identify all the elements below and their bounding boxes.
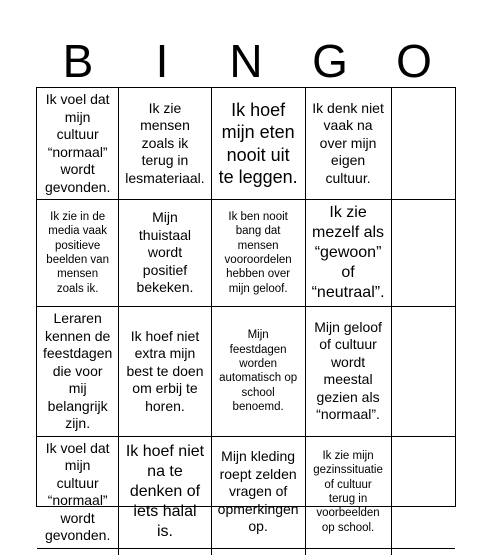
bingo-cell-r3c4[interactable] (306, 307, 392, 437)
bingo-cell-r5c2[interactable] (119, 549, 211, 555)
cell-text: Ik hoef mijn eten nooit uit te leggen. (218, 99, 298, 187)
bingo-cell-r5c3[interactable] (212, 549, 306, 555)
bingo-cell-r3c2[interactable] (119, 307, 211, 437)
header-letter-i: I (155, 35, 169, 87)
bingo-cell-r4c2[interactable] (119, 437, 211, 549)
bingo-cell-r1c2[interactable] (119, 88, 211, 200)
header-letter-b: B (62, 35, 94, 87)
bingo-cell-r2c5[interactable] (392, 200, 455, 307)
cell-text: Mijn thuistaal wordt positief bekeken. (136, 209, 194, 296)
bingo-cell-r5c1[interactable] (37, 549, 119, 555)
bingo-cell-r2c4[interactable] (306, 200, 392, 307)
cell-text: Mijn feestdagen worden automatisch op school benoemd. (219, 329, 298, 413)
bingo-cell-r2c2[interactable] (119, 200, 211, 307)
bingo-cell-r3c3[interactable] (212, 307, 306, 437)
bingo-cell-r5c5[interactable] (392, 549, 455, 555)
bingo-cell-r5c4[interactable] (306, 549, 392, 555)
cell-text: Ik zie mijn gezinssituatie of cultuur terug in voorbeelden op school. (313, 449, 383, 534)
bingo-cell-r3c5[interactable] (392, 307, 455, 437)
bingo-cell-r4c5[interactable] (392, 437, 455, 549)
bingo-cell-r1c1[interactable] (37, 88, 119, 200)
bingo-cell-r3c1[interactable] (37, 307, 119, 437)
bingo-cell-r1c5[interactable] (392, 88, 455, 200)
bingo-board (36, 87, 456, 543)
header-letter-o: O (396, 35, 432, 87)
cell-text: Mijn kleding roept zelden vragen of opmerkingen op. (217, 448, 299, 535)
bingo-cell-r1c4[interactable] (306, 88, 392, 200)
bingo-cell-r2c1[interactable] (37, 200, 119, 307)
header-letter-n: N (229, 35, 263, 87)
bingo-cell-r4c4[interactable] (306, 437, 392, 549)
cell-text: Ik zie mezelf als “gewoon” of “neutraal”. (311, 204, 385, 301)
cell-text: Ik zie mensen zoals ik terug in lesmateriaal. (125, 99, 205, 186)
cell-text: Ik voel dat mijn cultuur “normaal” wordt gevonden. (44, 439, 111, 543)
cell-text: Ik denk niet vaak na over mijn eigen cultuur. (312, 99, 384, 186)
header-letter-g: G (312, 35, 348, 87)
cell-text: Ik hoef niet extra mijn best te doen om erbij te horen. (126, 327, 204, 414)
cell-text: Ik hoef niet na te denken of iets halal is. (125, 443, 205, 540)
cell-text: Ik voel dat mijn cultuur “normaal” wordt gevonden. (44, 91, 111, 195)
bingo-cell-r4c1[interactable] (37, 437, 119, 549)
bingo-cell-r2c3[interactable] (212, 200, 306, 307)
bingo-header (36, 36, 456, 86)
bingo-cell-r4c3[interactable] (212, 437, 306, 549)
cell-text: Ik ben nooit bang dat mensen vooroordelen hebben over mijn geloof. (224, 210, 292, 295)
bingo-cell-r1c3[interactable] (212, 88, 306, 200)
cell-text: Leraren kennen de feestdagen die voor mij belangrijk zijn. (43, 310, 113, 431)
cell-text: Ik zie in de media vaak positieve beelden van mensen zoals ik. (46, 210, 109, 295)
cell-text: Mijn geloof of cultuur wordt meestal gezien als “normaal”. (314, 318, 382, 423)
